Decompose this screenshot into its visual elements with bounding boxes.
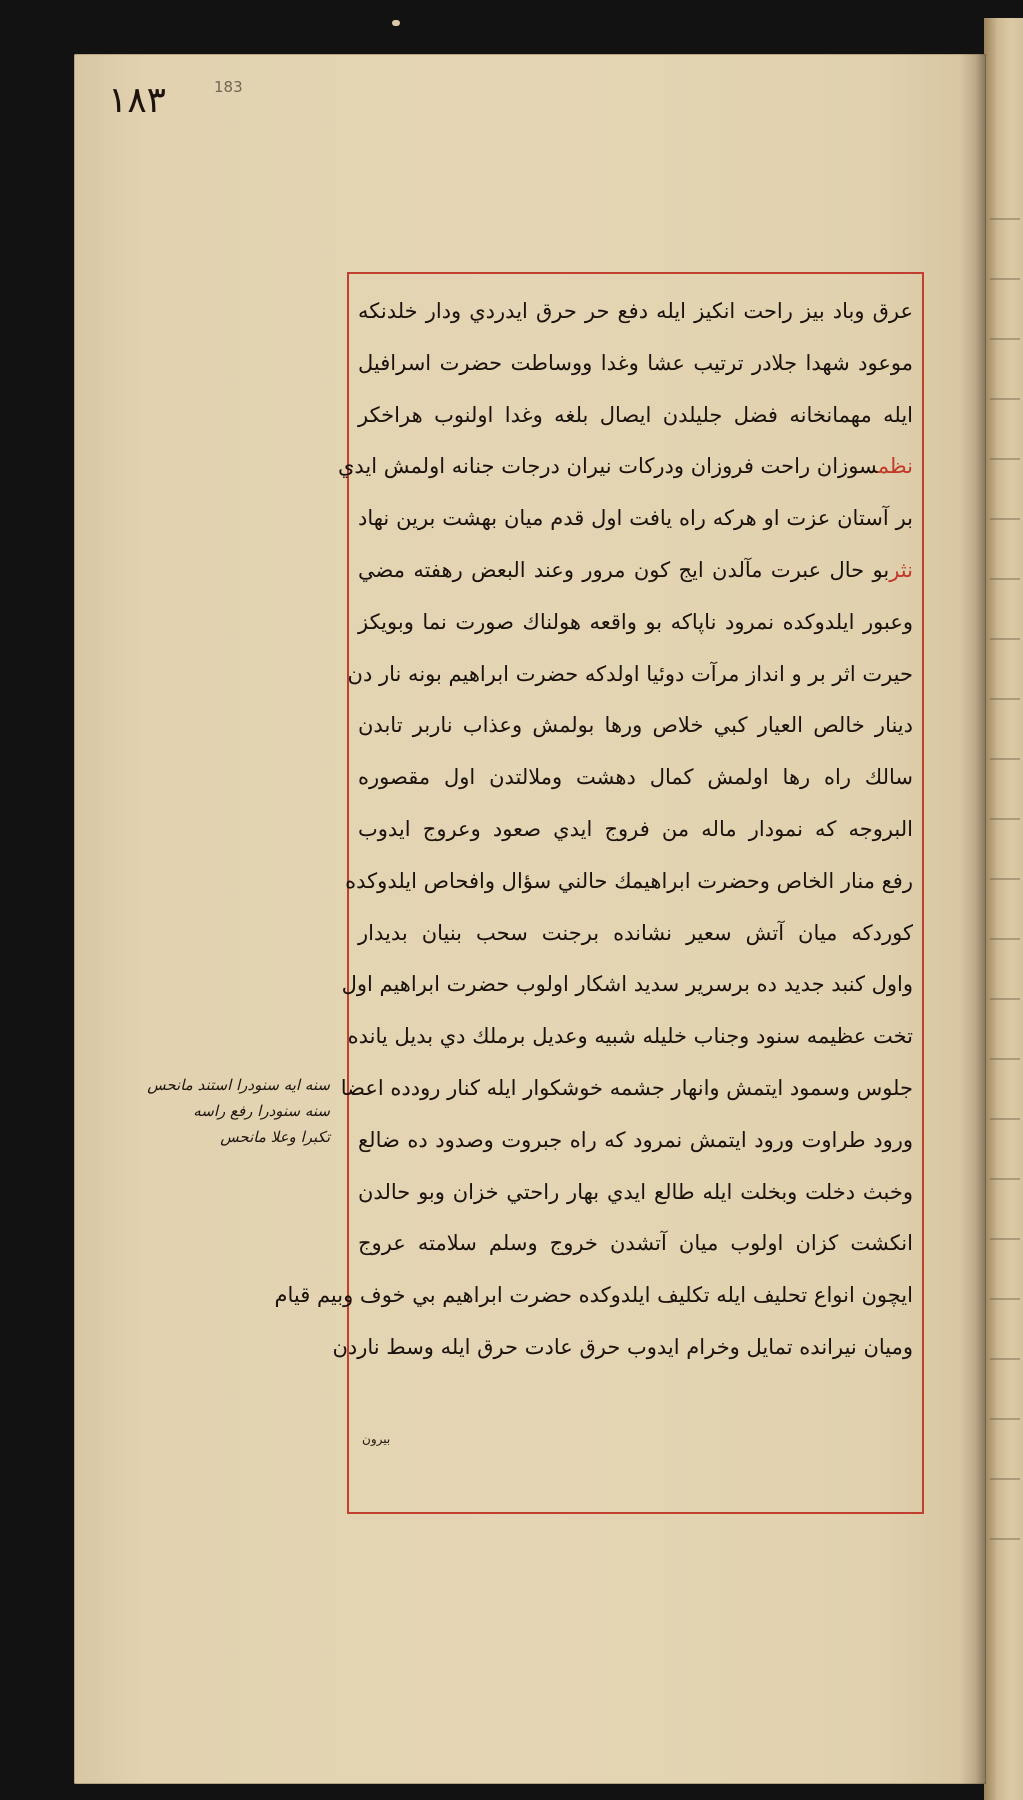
text-line-content: رفع منار الخاص وحضرت ابراهيمك حالني سؤال وافحاص ايلدوكده [345, 868, 913, 893]
margin-note-line: سنه ايه سنودرا استند مانحس [147, 1076, 330, 1094]
text-line-content: وعبور ايلدوكده نمرود ناپاكه بو واقعه هولناك صورت نما وبويكز [358, 609, 913, 634]
text-line [274, 1270, 913, 1322]
text-line-content: ايچون انواع تحليف ايله تكليف ايلدوكده حضرت ابراهيم بي خوف وبيم قيام [274, 1283, 913, 1308]
text-line [345, 856, 913, 908]
text-line-content: انكشت كزان اولوب ميان آتشدن خروج وسلم سلامته عروج [358, 1231, 913, 1256]
margin-note-line: تكبرا وعلا مانحس [220, 1128, 330, 1146]
text-line-content: سوزان راحت فروزان ودركات نيران درجات جنانه اولمش ايدي [337, 454, 878, 479]
text-line [358, 1218, 913, 1270]
text-line [347, 649, 913, 701]
text-line [358, 908, 913, 960]
text-line [358, 1115, 913, 1167]
text-line-content: دينار خالص العيار كبي خلاص ورها بولمش وعذاب ناربر تابدن [358, 713, 913, 738]
text-line-content: البروجه كه نمودار ماله من فروج ايدي صعود وعروج ايدوب [358, 816, 913, 841]
text-line [358, 493, 913, 545]
text-line-content: ايله مهمانخانه فضل جليلدن ايصال بلغه وغدا اولنوب هراخكر [358, 402, 913, 427]
margin-note-line: سنه سنودرا رفع راسه [193, 1102, 330, 1120]
text-line-content: بر آستان عزت او هركه راه يافت اول قدم ميان بهشت برين نهاد [358, 506, 913, 531]
rubric-heading: نثر [889, 557, 913, 582]
folio-number-pencil: 183 [214, 78, 243, 96]
margin-notes [130, 1072, 330, 1150]
paper-speck [392, 20, 400, 26]
text-line-content: سالك راه رها اولمش كمال دهشت وملالتدن اول مقصوره [358, 765, 913, 790]
folio-number: ١٨٣ [108, 80, 167, 121]
text-line [347, 1011, 913, 1063]
text-line-content: موعود شهدا جلادر ترتيب عشا وغدا ووساطت حضرت اسرافيل [358, 350, 913, 375]
text-line [358, 804, 913, 856]
text-line [358, 545, 913, 597]
text-line [358, 286, 913, 338]
text-line-content: كوردكه ميان آتش سعير نشانده برجنت سحب بنيان بديدار [358, 920, 913, 945]
text-line-content: عرق وباد بيز راحت انكيز ايله دفع حر حرق ايدردي ودار خلدنكه [358, 299, 914, 323]
interlinear-correction: بيرون [362, 1432, 391, 1446]
text-line [358, 390, 913, 442]
facing-page-text-traces [990, 180, 1020, 1580]
text-line [358, 1167, 913, 1219]
text-line [358, 700, 913, 752]
text-line-content: بو حال عبرت مآلدن ايج كون مرور وعند البعض رهفته مضي [358, 557, 890, 582]
text-line-content: جلوس وسمود ايتمش وانهار جشمه خوشكوار ايله كنار رودده اعضا [340, 1075, 913, 1100]
text-line [341, 959, 913, 1011]
text-line-content: حيرت اثر بر و انداز مرآت دوئيا اولدكه حضرت ابراهيم بونه نار دن [347, 661, 913, 686]
gutter-shadow [960, 54, 986, 1784]
text-line-content: واول كنبد جديد ده برسرير سديد اشكار اولوب حضرت ابراهيم اول [341, 972, 913, 997]
text-line-content: تخت عظيمه سنود وجناب خليله شبيه وعديل برملك دي بديل يانده [347, 1024, 913, 1049]
rubric-heading: نظم [877, 454, 913, 479]
text-line [358, 597, 913, 649]
text-line [358, 338, 913, 390]
text-line-content: وميان نيرانده تمايل وخرام ايدوب حرق عادت حرق ايله وسط ناردن [332, 1334, 913, 1359]
text-line-content: وخبث دخلت وبخلت ايله طالع ايدي بهار راحتي خزان وبو حالدن [358, 1179, 913, 1204]
text-line-content: ورود طراوت ورود ايتمش نمرود كه راه جبروت وصدود ده ضالع [358, 1127, 913, 1152]
text-line [340, 1063, 913, 1115]
text-line [337, 441, 913, 493]
text-line [332, 1322, 913, 1374]
text-line [358, 752, 913, 804]
